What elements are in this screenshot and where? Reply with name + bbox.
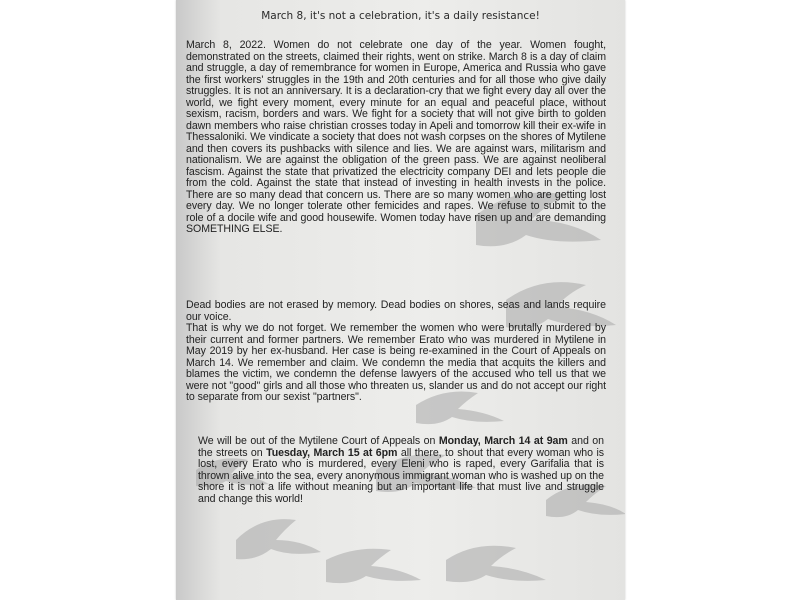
cta-date-monday: Monday, March 14 at 9am [438, 435, 568, 447]
paragraph-remembrance-lead: Dead bodies are not erased by memory. Dead bodies on shores, seas and lands require our voice. [186, 299, 606, 323]
paragraph-remembrance-body: That is why we do not forget. We remember the women who were brutally murdered by their current and former partners. We remember Erato who was murdered in Mytilene in May 2019 by her ex-husband. Her case is being re-examined in the Court of Appeals on March 14. We remember and claim. We condemn the media that acquits the killers and blames the victim, we condemn the defense lawyers of the accused who tell us that we were not "good" girls and all those who threaten us, slander us and do not accept our right to separate from our sexist "partners". [186, 322, 606, 403]
bird-icon [326, 549, 421, 583]
leaflet-page [176, 0, 625, 600]
bird-icon [236, 519, 321, 559]
cta-text-2: and on the streets on [198, 435, 604, 459]
paragraph-intro: March 8, 2022. Women do not celebrate one day of the year. Women fought, demonstrated on the streets, claimed their rights, went on strike. March 8 is a day of claim and struggle, a day of remembrance for women in Europe, America and Russia who gave the first workers' struggles in the 19th and 20th centuries and for all those who give daily struggles. It is not an anniversary. It is a declaration-cry that we fight every day all over the world, we fight every moment, every minute for an equal and peaceful place, without sexism, racism, borders and wars. We fight for a society that will not give birth to golden dawn members who raise christian crosses today in Apeli and tomorrow kill their ex-wife in Thessaloniki. We vindicate a society that does not wash corpses on the shores of Mytilene and then covers its pushbacks with silence and lies. We are against wars, militarism and nationalism. We are against the obligation of the green pass. We are against neoliberal fascism. Against the state that privatized the electricity company DEI and lets people die from the cold. Against the state that instead of investing in health invests in the police. There are so many dead that concern us. There are so many women who are getting lost every day. We no longer tolerate other femicides and rapes. We refuse to submit to the role of a docile wife and good housewife. Women today have risen up and are demanding SOMETHING ELSE. [186, 39, 606, 235]
cta-text-1: We will be out of the Mytilene Court of Appeals on [198, 435, 439, 447]
paragraph-call-to-action [198, 436, 604, 505]
cta-date-tuesday: Tuesday, March 15 at 6pm [266, 446, 398, 459]
paragraph-remembrance [186, 300, 606, 404]
bird-icon [446, 546, 546, 582]
page-title: March 8, it's not a celebration, it's a daily resistance! [261, 10, 540, 22]
cta-text-3: all there, to shout that every woman who is lost, every Erato who is murdered, every Eleni who is raped, every Garifalia that is thrown alive into the sea, every anonymous immigrant woman who is washed up on the shore it is not a life without meaning but an important life that must live and struggle and change this world! [198, 446, 604, 505]
